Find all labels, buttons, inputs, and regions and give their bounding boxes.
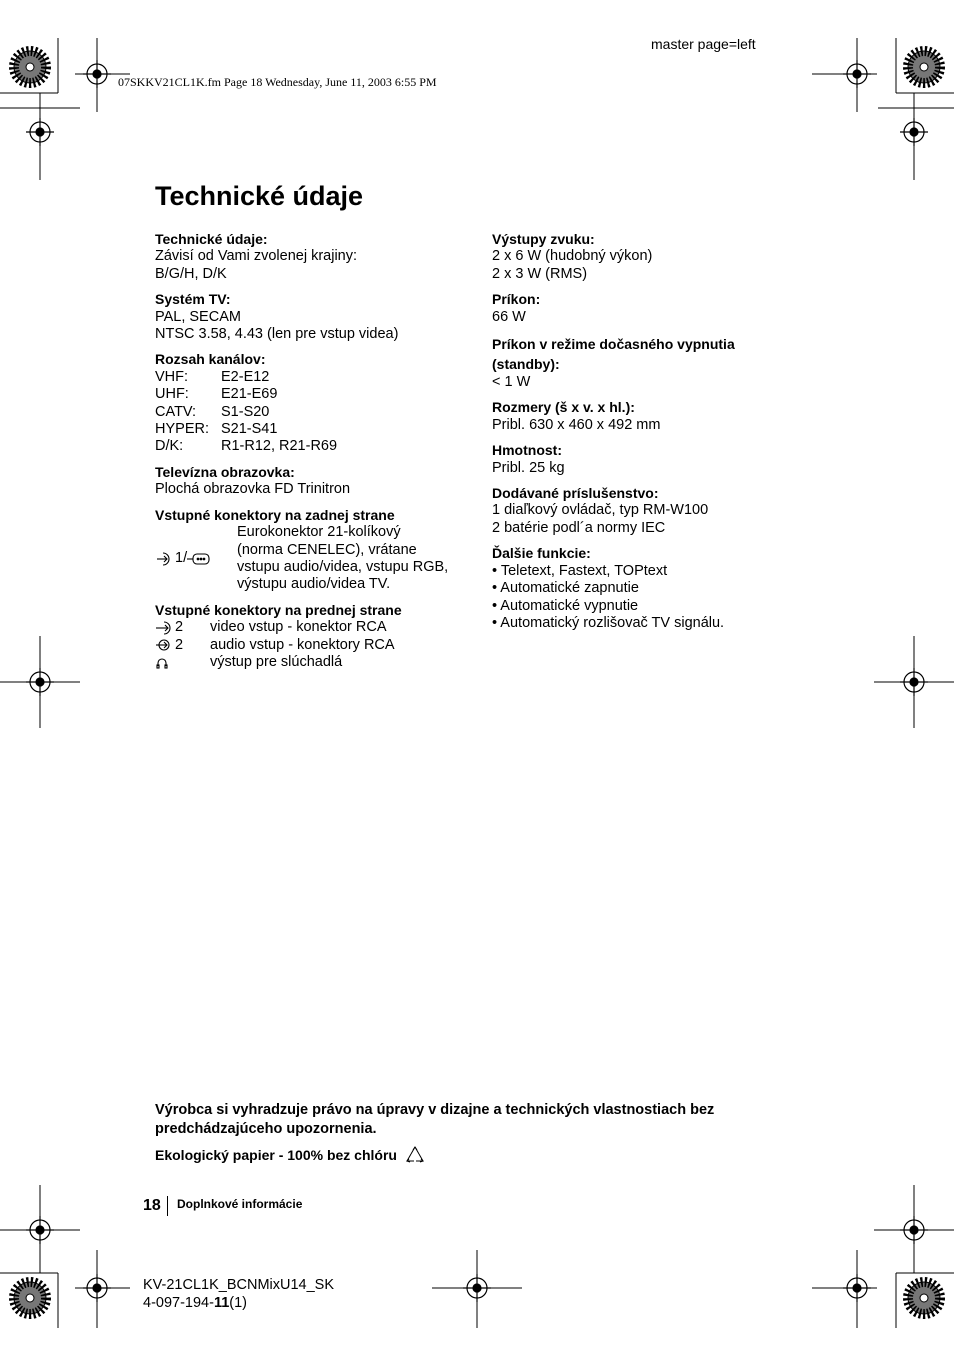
spec-line: 2 batérie podl´a normy IEC	[492, 519, 666, 536]
spec-power	[492, 291, 792, 326]
section-title: Ďalšie funkcie:	[492, 545, 591, 562]
section-name: Doplnkové informácie	[177, 1197, 303, 1211]
spec-channels	[155, 351, 475, 455]
spec-line: 1 diaľkový ovládač, typ RM-W100	[492, 502, 709, 519]
disclaimer-line: Výrobca si vyhradzuje právo na úpravy v dizajne a technických vlastnostiach bez	[155, 1102, 715, 1118]
desc-line: výstupu audio/videa TV.	[237, 576, 391, 593]
model-name: KV-21CL1K_BCNMixU14_SK	[143, 1277, 335, 1293]
list-item: • Automatické vypnutie	[492, 597, 639, 614]
recycle-icon	[405, 1145, 425, 1165]
scart-row	[155, 524, 475, 594]
band-value: S1-S20	[221, 403, 270, 420]
spec-line: Plochá obrazovka FD Trinitron	[155, 481, 351, 498]
scart-label-text: 1/	[175, 550, 188, 567]
spec-line: Závisí od Vami zvolenej krajiny:	[155, 248, 358, 265]
front-input-row	[155, 654, 475, 671]
section-title: Technické údaje:	[155, 231, 268, 247]
band-label: VHF:	[155, 368, 189, 385]
desc-line: vstupu audio/videa, vstupu RGB,	[237, 558, 449, 575]
spec-line: 66 W	[492, 308, 526, 325]
spec-line: Pribl. 630 x 460 x 492 mm	[492, 416, 661, 433]
headphones-label	[155, 654, 210, 671]
spec-line: 2 x 3 W (RMS)	[492, 265, 588, 282]
scart-connector-icon	[187, 552, 211, 566]
spec-line: PAL, SECAM	[155, 308, 241, 325]
channel-row	[155, 369, 475, 386]
input-description: výstup pre slúchadlá	[210, 653, 343, 670]
section-title: Rozmery (š x v. x hl.):	[492, 399, 635, 416]
desc-line: Eurokonektor 21-kolíkový	[237, 524, 401, 541]
spec-features	[492, 545, 792, 632]
section-title: Výstupy zvuku:	[492, 231, 595, 247]
spec-audio-output	[492, 231, 792, 283]
headphones-icon	[155, 656, 169, 670]
spec-screen	[155, 464, 475, 499]
list-item: • Automatický rozlišovač TV signálu.	[492, 614, 725, 631]
spec-front-inputs	[155, 602, 475, 672]
section-title: Príkon:	[492, 291, 541, 308]
disclaimer	[155, 1101, 775, 1139]
input-number: 2	[175, 619, 184, 636]
page-title: Technické údaje	[155, 181, 364, 211]
part-code-prefix: 4-097-194-	[143, 1295, 214, 1311]
disclaimer-line: predchádzajúceho upozornenia.	[155, 1121, 377, 1137]
section-title: Televízna obrazovka:	[155, 463, 295, 480]
part-code	[143, 1294, 334, 1312]
band-value: E21-E69	[221, 386, 278, 403]
input-description: video vstup - konektor RCA	[210, 619, 387, 636]
section-title: (standby):	[492, 356, 560, 373]
model-info	[143, 1276, 334, 1312]
desc-line: (norma CENELEC), vrátane	[237, 541, 417, 558]
page-divider	[167, 1196, 168, 1216]
spec-line: 2 x 6 W (hudobný výkon)	[492, 248, 653, 265]
master-page-label: master page=left	[651, 36, 756, 52]
scart-label	[155, 524, 237, 594]
band-value: S21-S41	[221, 421, 278, 438]
spec-tech	[155, 231, 475, 283]
part-code-suffix: (1)	[229, 1295, 248, 1311]
page-number: 18	[143, 1197, 161, 1214]
file-info: 07SKKV21CL1K.fm Page 18 Wednesday, June 11, 2003 6:55 PM	[118, 75, 437, 89]
spec-standby	[492, 334, 792, 391]
section-title: Systém TV:	[155, 291, 231, 308]
list-item: • Automatické zapnutie	[492, 580, 639, 597]
section-title: Príkon v režime dočasného vypnutia	[492, 336, 735, 353]
band-label: CATV:	[155, 403, 197, 420]
list-item: • Teletext, Fastext, TOPtext	[492, 562, 668, 579]
eco-paper-note	[155, 1145, 425, 1165]
scart-input-icon	[155, 552, 175, 566]
eco-text: Ekologický papier - 100% bez chlóru	[155, 1147, 397, 1163]
front-input-row	[155, 619, 475, 636]
scart-description	[237, 524, 448, 594]
spec-dimensions	[492, 399, 792, 434]
front-input-row	[155, 637, 475, 654]
section-title: Hmotnost:	[492, 442, 562, 459]
channel-row	[155, 438, 475, 455]
band-value: R1-R12, R21-R69	[221, 438, 338, 455]
band-value: E2-E12	[221, 368, 270, 385]
input-description: audio vstup - konektory RCA	[210, 636, 395, 653]
section-title: Dodávané príslušenstvo:	[492, 485, 659, 502]
spec-tv-system	[155, 291, 475, 343]
left-column	[155, 231, 475, 679]
spec-line: Pribl. 25 kg	[492, 459, 565, 476]
channel-row	[155, 404, 475, 421]
video-input-label	[155, 619, 210, 636]
channel-row	[155, 421, 475, 438]
spec-line: NTSC 3.58, 4.43 (len pre vstup videa)	[155, 326, 399, 343]
channel-row	[155, 386, 475, 403]
section-title: Rozsah kanálov:	[155, 351, 266, 368]
spec-weight	[492, 442, 792, 477]
audio-input-icon	[155, 638, 175, 652]
spec-line: B/G/H, D/K	[155, 265, 227, 282]
band-label: UHF:	[155, 386, 189, 403]
part-code-bold: 11	[213, 1295, 230, 1311]
input-number: 2	[175, 636, 184, 653]
section-title: Vstupné konektory na prednej strane	[155, 601, 402, 618]
spec-accessories	[492, 485, 792, 537]
video-input-icon	[155, 621, 175, 635]
spec-rear-inputs	[155, 507, 475, 594]
spec-line: < 1 W	[492, 374, 531, 391]
audio-input-label	[155, 637, 210, 654]
right-column	[492, 231, 792, 640]
section-title: Vstupné konektory na zadnej strane	[155, 506, 395, 523]
band-label: HYPER:	[155, 421, 209, 438]
band-label: D/K:	[155, 438, 184, 455]
